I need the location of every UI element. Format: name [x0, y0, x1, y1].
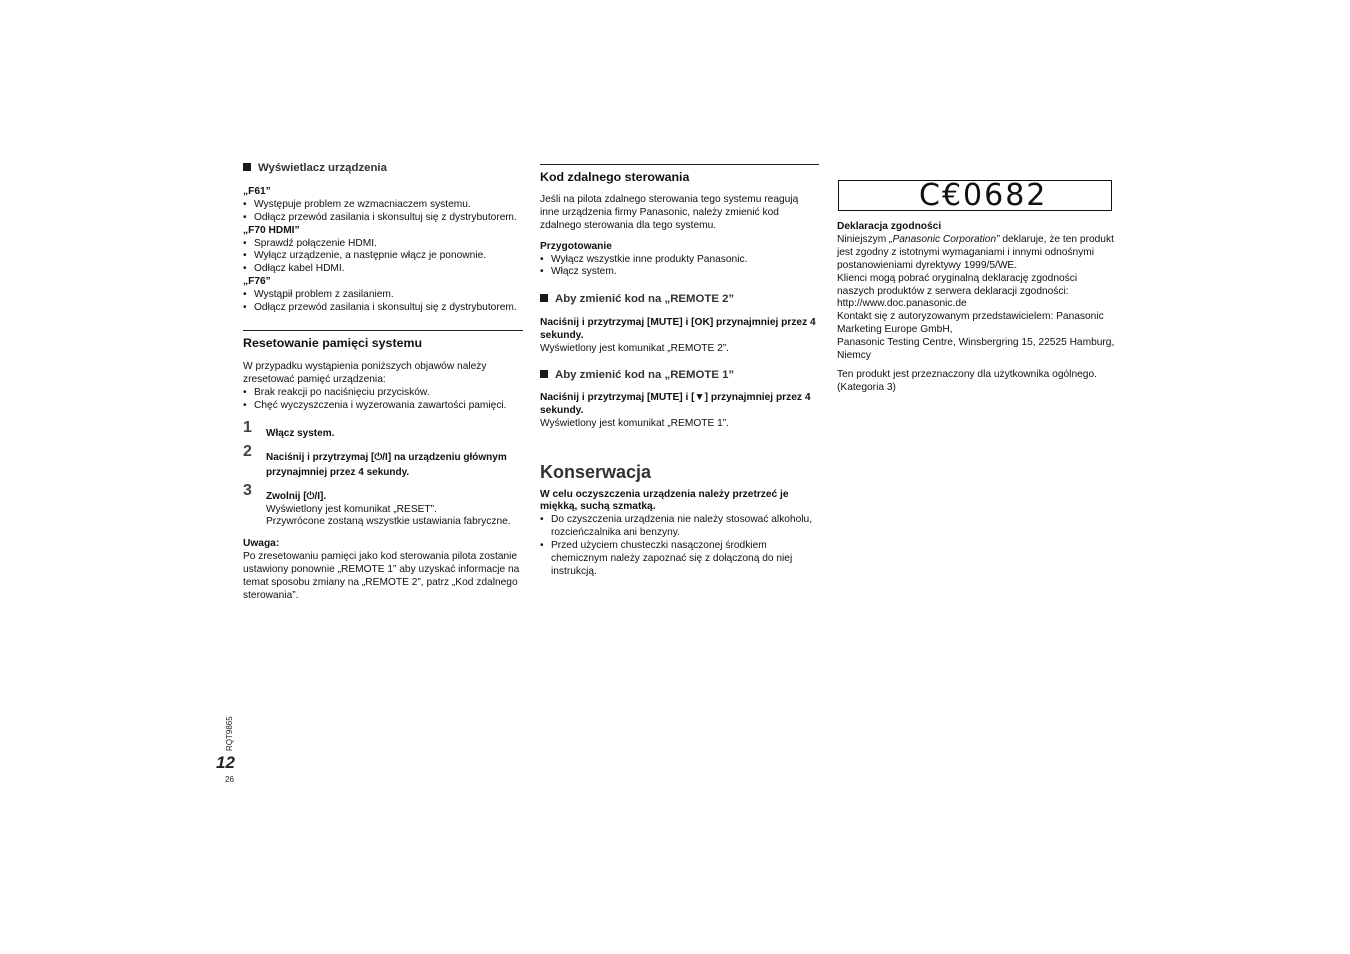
- display-heading: Wyświetlacz urządzenia: [243, 162, 523, 175]
- ce-mark: C€0682: [919, 178, 1048, 213]
- reset-list: [243, 387, 523, 413]
- step-1: [243, 418, 523, 441]
- list-item: • Odłącz kabel HDMI.: [243, 263, 523, 276]
- declaration-download: Klienci mogą pobrać oryginalną deklarację zgodności naszych produktów z serwera deklaracji zgodności:: [837, 272, 1078, 297]
- declaration-text: Niniejszym „Panasonic Corporation” deklaruje, że ten produkt jest zgodny z istotnymi wymaganiami i innymi odnośnymi postanowieniami dyrektywy 1999/5/WE.: [837, 233, 1114, 271]
- square-bullet-icon: [540, 370, 548, 378]
- remote1-heading: Aby zmienić kod na „REMOTE 1”: [540, 369, 819, 382]
- step-label: Włącz system.: [266, 427, 335, 439]
- column-middle: [540, 164, 819, 579]
- doc-code: RQT9865: [225, 716, 234, 751]
- remote1-message: Wyświetlony jest komunikat „REMOTE 1”.: [540, 417, 729, 429]
- step-number: 3: [243, 481, 252, 499]
- list-item: • Odłącz przewód zasilania i skonsultuj się z dystrybutorem.: [243, 302, 523, 315]
- prep-label: Przygotowanie: [540, 240, 612, 252]
- square-bullet-icon: [540, 294, 548, 302]
- note-text: Po zresetowaniu pamięci jako kod sterowania pilota zostanie ustawiony ponownie „REMOTE 1” aby uzyskać informacje na temat sposobu zmiany na „REMOTE 2”, patrz „Kod zdalnego sterowania”.: [243, 551, 520, 601]
- remote-section-title: Kod zdalnego sterowania: [540, 164, 819, 184]
- step-detail: Przywrócone zostaną wszystkie ustawiania fabryczne.: [266, 516, 511, 528]
- list-item: • Przed użyciem chusteczki nasączonej środkiem chemicznym należy zapoznać się z dołączoną do niej instrukcją.: [540, 540, 819, 579]
- care-title: Konserwacja: [540, 461, 652, 482]
- step-detail: Wyświetlony jest komunikat „RESET”.: [266, 503, 437, 515]
- step-number: 1: [243, 418, 252, 436]
- step-label: Zwolnij [⏻/I].: [266, 490, 327, 502]
- list-item: • Odłącz przewód zasilania i skonsultuj się z dystrybutorem.: [243, 212, 523, 225]
- list-item: • Wyłącz urządzenie, a następnie włącz je ponownie.: [243, 250, 523, 263]
- sub-page-number: 26: [225, 775, 234, 784]
- f61-list: [243, 199, 523, 225]
- list-item: • Brak reakcji po naciśnięciu przycisków.: [243, 387, 523, 400]
- list-item: • Chęć wyczyszczenia i wyzerowania zawartości pamięci.: [243, 400, 523, 413]
- note-label: Uwaga:: [243, 538, 280, 550]
- ce-mark-box: [838, 180, 1112, 211]
- representative-contact: Kontakt się z autoryzowanym przedstawicielem: Panasonic Marketing Europe GmbH,: [837, 311, 1104, 336]
- remote2-message: Wyświetlony jest komunikat „REMOTE 2”.: [540, 343, 729, 355]
- error-code-f61: „F61”: [243, 185, 271, 197]
- error-code-f70: „F70 HDMI”: [243, 224, 300, 236]
- prep-list: [540, 254, 819, 280]
- remote2-instruction: Naciśnij i przytrzymaj [MUTE] i [OK] przynajmniej przez 4 sekundy.: [540, 317, 816, 342]
- declaration-url[interactable]: http://www.doc.panasonic.de: [837, 298, 967, 310]
- list-item: • Włącz system.: [540, 266, 819, 279]
- list-item: • Sprawdź połączenie HDMI.: [243, 238, 523, 251]
- step-label: Naciśnij i przytrzymaj [⏻/I] na urządzeniu głównym przynajmniej przez 4 sekundy.: [266, 451, 507, 478]
- f70-list: [243, 238, 523, 277]
- reset-section-title: Resetowanie pamięci systemu: [243, 330, 523, 350]
- care-list: [540, 514, 819, 579]
- list-item: • Wystąpił problem z zasilaniem.: [243, 289, 523, 302]
- step-3: [243, 481, 523, 530]
- remote2-heading: Aby zmienić kod na „REMOTE 2”: [540, 293, 819, 306]
- step-number: 2: [243, 442, 252, 460]
- error-code-f76: „F76”: [243, 276, 271, 288]
- representative-address: Panasonic Testing Centre, Winsbergring 15, 22525 Hamburg, Niemcy: [837, 337, 1115, 362]
- remote-intro: Jeśli na pilota zdalnego sterowania tego systemu reagują inne urządzenia firmy Panasonic, należy zmienić kod zdalnego sterowania dla tego systemu.: [540, 193, 799, 231]
- step-2: [243, 442, 523, 480]
- list-item: • Wyłącz wszystkie inne produkty Panasonic.: [540, 254, 819, 267]
- user-category-note: Ten produkt jest przeznaczony dla użytkownika ogólnego. (Kategoria 3): [837, 368, 1097, 393]
- list-item: • Występuje problem ze wzmacniaczem systemu.: [243, 199, 523, 212]
- remote1-instruction: Naciśnij i przytrzymaj [MUTE] i [▼] przynajmniej przez 4 sekundy.: [540, 391, 811, 416]
- care-instruction: W celu oczyszczenia urządzenia należy przetrzeć je miękką, suchą szmatką.: [540, 488, 789, 513]
- list-item: • Do czyszczenia urządzenia nie należy stosować alkoholu, rozcieńczalnika ani benzyny.: [540, 514, 819, 540]
- column-left: [243, 162, 523, 603]
- f76-list: [243, 289, 523, 315]
- column-right: [837, 221, 1117, 395]
- declaration-title: Deklaracja zgodności: [837, 221, 942, 232]
- page-number: 12: [216, 753, 235, 772]
- reset-intro: W przypadku wystąpienia poniższych objawów należy zresetować pamięć urządzenia:: [243, 360, 487, 385]
- square-bullet-icon: [243, 163, 251, 171]
